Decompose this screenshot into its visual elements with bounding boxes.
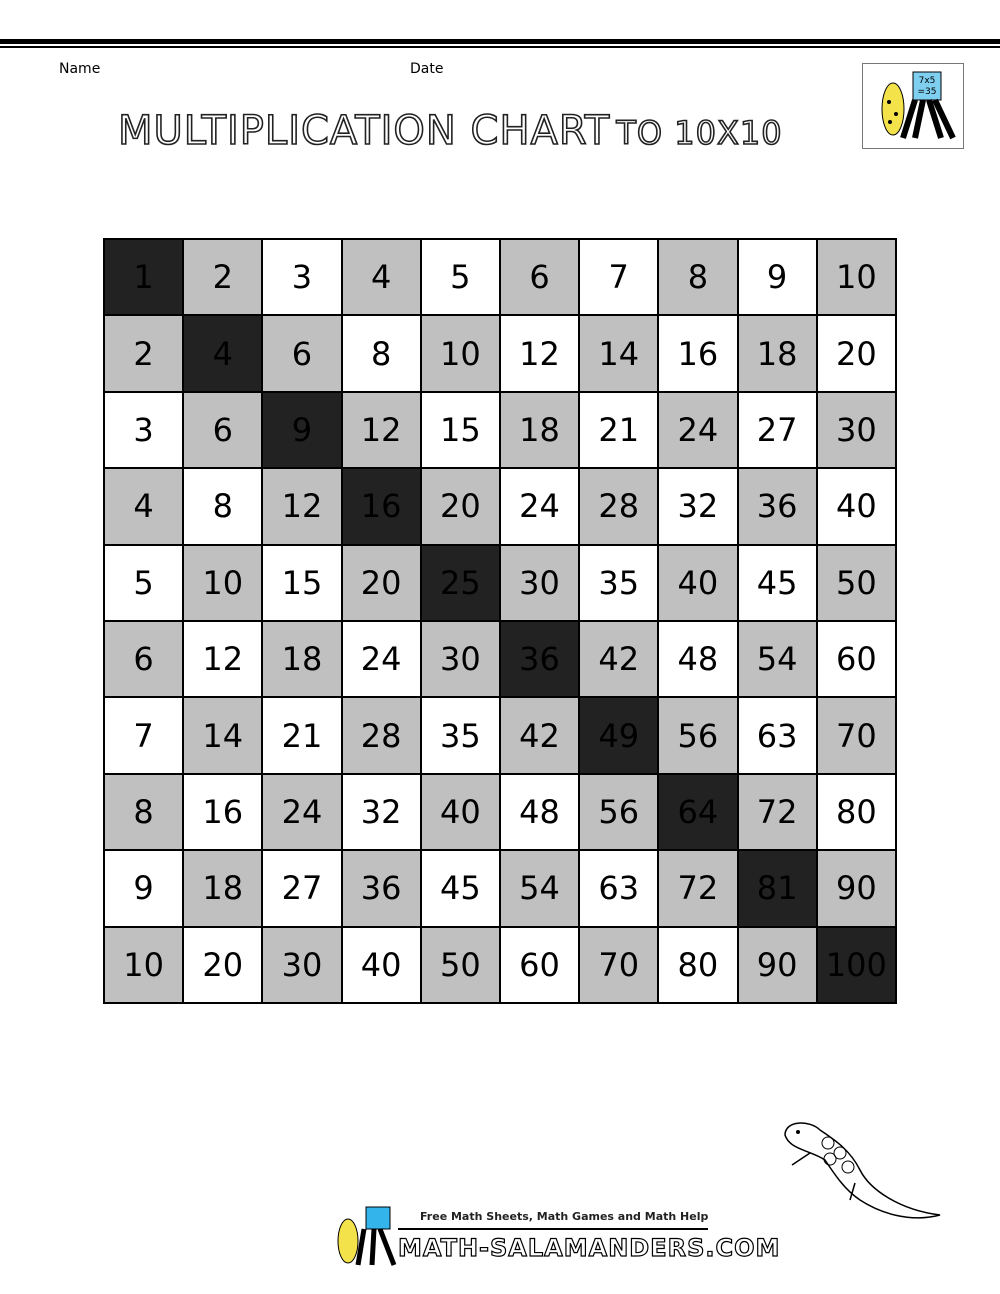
grid-cell: 70	[579, 927, 658, 1003]
footer-logo-icon	[328, 1205, 398, 1267]
grid-cell: 20	[342, 545, 421, 621]
top-rule-thin	[0, 46, 1000, 48]
grid-cell: 9	[262, 392, 341, 468]
grid-cell: 20	[421, 468, 500, 544]
grid-cell: 4	[104, 468, 183, 544]
grid-cell: 70	[817, 697, 896, 773]
grid-cell: 45	[738, 545, 817, 621]
grid-cell: 72	[738, 774, 817, 850]
grid-cell: 42	[579, 621, 658, 697]
multiplication-grid	[103, 238, 897, 1004]
footer-site-name: MATH-SALAMANDERS.COM	[398, 1234, 781, 1262]
grid-row	[104, 468, 896, 544]
grid-cell: 20	[817, 315, 896, 391]
grid-cell: 3	[262, 239, 341, 315]
page-title	[118, 108, 783, 154]
grid-cell: 63	[738, 697, 817, 773]
grid-cell: 50	[421, 927, 500, 1003]
grid-cell: 4	[183, 315, 262, 391]
grid-cell: 10	[421, 315, 500, 391]
grid-cell: 18	[262, 621, 341, 697]
grid-cell: 24	[500, 468, 579, 544]
grid-cell: 36	[342, 850, 421, 926]
grid-cell: 7	[104, 697, 183, 773]
grid-cell: 50	[817, 545, 896, 621]
grid-cell: 6	[183, 392, 262, 468]
grid-cell: 18	[500, 392, 579, 468]
grid-cell: 7	[579, 239, 658, 315]
grid-cell: 21	[579, 392, 658, 468]
grid-cell: 8	[104, 774, 183, 850]
grid-cell: 9	[104, 850, 183, 926]
grid-cell: 49	[579, 697, 658, 773]
grid-cell: 80	[658, 927, 737, 1003]
grid-cell: 60	[817, 621, 896, 697]
grid-row	[104, 850, 896, 926]
grid-cell: 40	[421, 774, 500, 850]
grid-cell: 30	[500, 545, 579, 621]
grid-cell: 5	[421, 239, 500, 315]
footer-tagline: Free Math Sheets, Math Games and Math Help	[420, 1210, 709, 1223]
grid-cell: 6	[500, 239, 579, 315]
grid-cell: 56	[658, 697, 737, 773]
grid-cell: 12	[183, 621, 262, 697]
grid-cell: 30	[262, 927, 341, 1003]
grid-row	[104, 392, 896, 468]
grid-cell: 4	[342, 239, 421, 315]
grid-cell: 40	[817, 468, 896, 544]
grid-cell: 27	[262, 850, 341, 926]
grid-cell: 36	[738, 468, 817, 544]
footer-rule	[398, 1228, 708, 1230]
grid-cell: 9	[738, 239, 817, 315]
grid-cell: 27	[738, 392, 817, 468]
grid-cell: 54	[738, 621, 817, 697]
grid-row	[104, 927, 896, 1003]
grid-cell: 24	[262, 774, 341, 850]
grid-cell: 12	[262, 468, 341, 544]
grid-cell: 10	[817, 239, 896, 315]
grid-cell: 6	[262, 315, 341, 391]
grid-cell: 1	[104, 239, 183, 315]
grid-cell: 40	[342, 927, 421, 1003]
grid-cell: 30	[421, 621, 500, 697]
grid-cell: 8	[183, 468, 262, 544]
grid-cell: 100	[817, 927, 896, 1003]
grid-cell: 12	[342, 392, 421, 468]
grid-cell: 48	[658, 621, 737, 697]
grid-cell: 24	[342, 621, 421, 697]
grid-cell: 35	[579, 545, 658, 621]
grid-cell: 14	[579, 315, 658, 391]
grid-cell: 32	[658, 468, 737, 544]
grid-cell: 15	[421, 392, 500, 468]
grid-cell: 6	[104, 621, 183, 697]
grid-cell: 18	[738, 315, 817, 391]
svg-text:=35: =35	[917, 87, 937, 97]
grid-row	[104, 774, 896, 850]
grid-cell: 16	[342, 468, 421, 544]
grid-cell: 72	[658, 850, 737, 926]
grid-cell: 60	[500, 927, 579, 1003]
grid-cell: 16	[183, 774, 262, 850]
title-main: MULTIPLICATION CHART	[118, 108, 611, 154]
grid-row	[104, 697, 896, 773]
top-rule	[0, 39, 1000, 44]
grid-cell: 20	[183, 927, 262, 1003]
grid-row	[104, 545, 896, 621]
grid-cell: 35	[421, 697, 500, 773]
grid-cell: 81	[738, 850, 817, 926]
svg-text:7x5: 7x5	[918, 76, 936, 86]
grid-cell: 90	[738, 927, 817, 1003]
grid-cell: 80	[817, 774, 896, 850]
salamander-teacher-logo	[862, 63, 964, 149]
grid-row	[104, 315, 896, 391]
grid-cell: 54	[500, 850, 579, 926]
grid-cell: 90	[817, 850, 896, 926]
date-label: Date	[410, 61, 444, 77]
grid-cell: 48	[500, 774, 579, 850]
title-suffix: TO 10X10	[616, 114, 783, 152]
grid-cell: 28	[342, 697, 421, 773]
grid-cell: 10	[104, 927, 183, 1003]
grid-cell: 63	[579, 850, 658, 926]
grid-cell: 10	[183, 545, 262, 621]
grid-cell: 5	[104, 545, 183, 621]
grid-cell: 28	[579, 468, 658, 544]
grid-cell: 18	[183, 850, 262, 926]
grid-cell: 14	[183, 697, 262, 773]
salamander-icon	[780, 1115, 945, 1225]
grid-cell: 36	[500, 621, 579, 697]
grid-cell: 8	[342, 315, 421, 391]
grid-cell: 64	[658, 774, 737, 850]
grid-row	[104, 621, 896, 697]
grid-cell: 40	[658, 545, 737, 621]
grid-cell: 16	[658, 315, 737, 391]
grid-cell: 3	[104, 392, 183, 468]
grid-cell: 8	[658, 239, 737, 315]
grid-cell: 42	[500, 697, 579, 773]
grid-cell: 15	[262, 545, 341, 621]
grid-cell: 12	[500, 315, 579, 391]
name-label: Name	[59, 61, 101, 77]
grid-cell: 30	[817, 392, 896, 468]
grid-row	[104, 239, 896, 315]
grid-cell: 25	[421, 545, 500, 621]
grid-cell: 56	[579, 774, 658, 850]
grid-cell: 32	[342, 774, 421, 850]
grid-cell: 2	[183, 239, 262, 315]
grid-cell: 2	[104, 315, 183, 391]
grid-cell: 24	[658, 392, 737, 468]
grid-cell: 21	[262, 697, 341, 773]
grid-cell: 45	[421, 850, 500, 926]
